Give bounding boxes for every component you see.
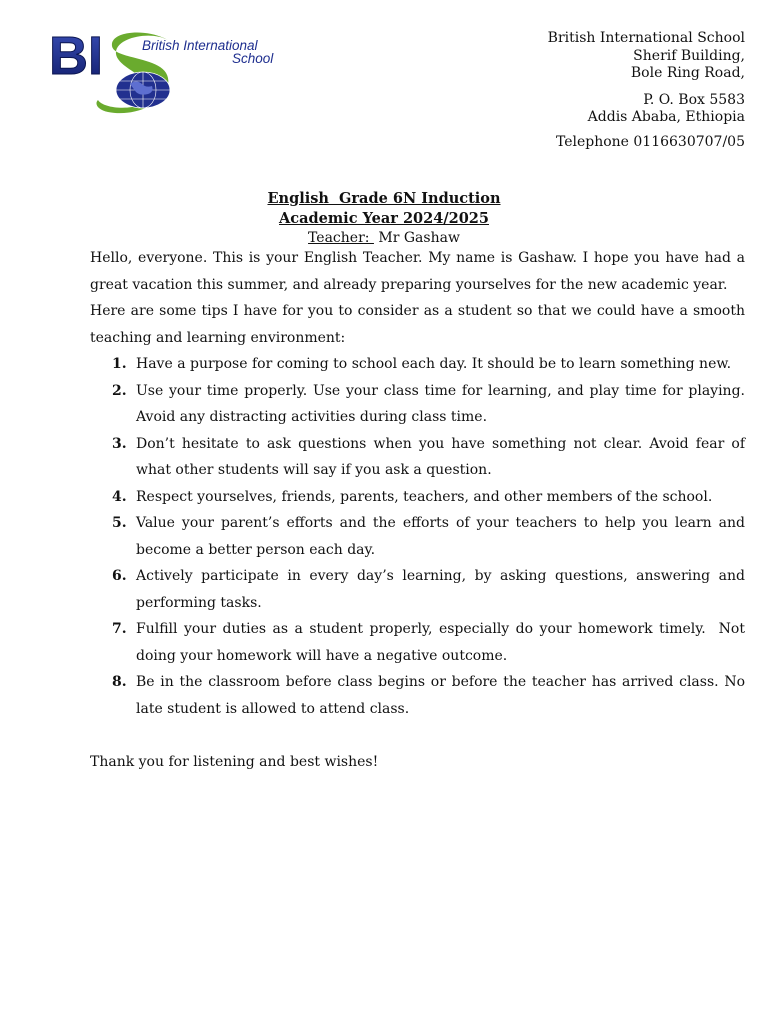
list-number: 7. (112, 621, 127, 637)
teacher-name: Mr Gashaw (373, 230, 460, 246)
logo-name-line2: School (232, 51, 274, 66)
address-line: British International School (547, 30, 745, 46)
address-line: Sherif Building, (633, 47, 745, 64)
logo-letter-i: I (88, 26, 104, 86)
list-text: Actively participate in every day’s learning, by asking questions, answering and performing tasks. (136, 568, 745, 611)
logo-letter-b: B (49, 26, 88, 86)
bis-logo-graphic (46, 26, 296, 122)
lead-paragraph: Here are some tips I have for you to consider as a student so that we could have a smooth teaching and learning environment: (90, 303, 745, 346)
tips-list (90, 351, 750, 722)
list-text: Use your time properly. Use your class time for learning, and play time for playing. Avoid any distracting activities during class time. (136, 382, 745, 425)
list-text: Fulfill your duties as a student properly, especially do your homework timely. Not doing your homework will have a negative outcome. (136, 621, 750, 664)
list-item (90, 510, 745, 563)
document-title: English Grade 6N Induction (267, 190, 501, 207)
teacher-label: Teacher: (308, 230, 374, 246)
list-number: 2. (112, 382, 127, 399)
letter-body (90, 245, 750, 775)
closing-line: Thank you for listening and best wishes! (90, 753, 379, 770)
list-number: 3. (112, 435, 127, 452)
list-number: 1. (112, 356, 127, 372)
list-item (90, 616, 750, 669)
list-item (90, 378, 745, 431)
list-text: Value your parent’s efforts and the efforts of your teachers to help you learn and become a better person each day. (136, 515, 745, 558)
address-line: Addis Ababa, Ethiopia (587, 109, 745, 125)
list-item (90, 669, 745, 722)
intro-paragraph: Hello, everyone. This is your English Teacher. My name is Gashaw. I hope you have had a great vacation this summer, and already preparing yourselves for the new academic year. (90, 250, 745, 293)
list-number: 6. (112, 568, 127, 584)
document-heading (0, 189, 768, 247)
school-logo (46, 26, 296, 122)
list-number: 8. (112, 674, 127, 690)
list-text: Respect yourselves, friends, parents, teachers, and other members of the school. (136, 488, 713, 505)
list-item (90, 351, 745, 378)
address-line: P. O. Box 5583 (643, 91, 745, 108)
list-number: 4. (112, 488, 127, 505)
telephone: Telephone 0116630707/05 (555, 133, 745, 150)
list-number: 5. (112, 515, 127, 531)
list-text: Don’t hesitate to ask questions when you have something not clear. Avoid fear of what other students will say if you ask a question. (136, 435, 745, 478)
address-line: Bole Ring Road, (630, 65, 745, 81)
list-text: Be in the classroom before class begins or before the teacher has arrived class. No late student is allowed to attend class. (136, 674, 745, 717)
globe-icon (116, 72, 170, 108)
list-text: Have a purpose for coming to school each day. It should be to learn something new. (136, 356, 732, 372)
school-address (548, 30, 745, 151)
academic-year: Academic Year 2024/2025 (279, 210, 489, 227)
list-item (90, 484, 745, 511)
list-item (90, 431, 745, 484)
list-item (90, 563, 745, 616)
logo-name-line1: British International (142, 38, 258, 53)
